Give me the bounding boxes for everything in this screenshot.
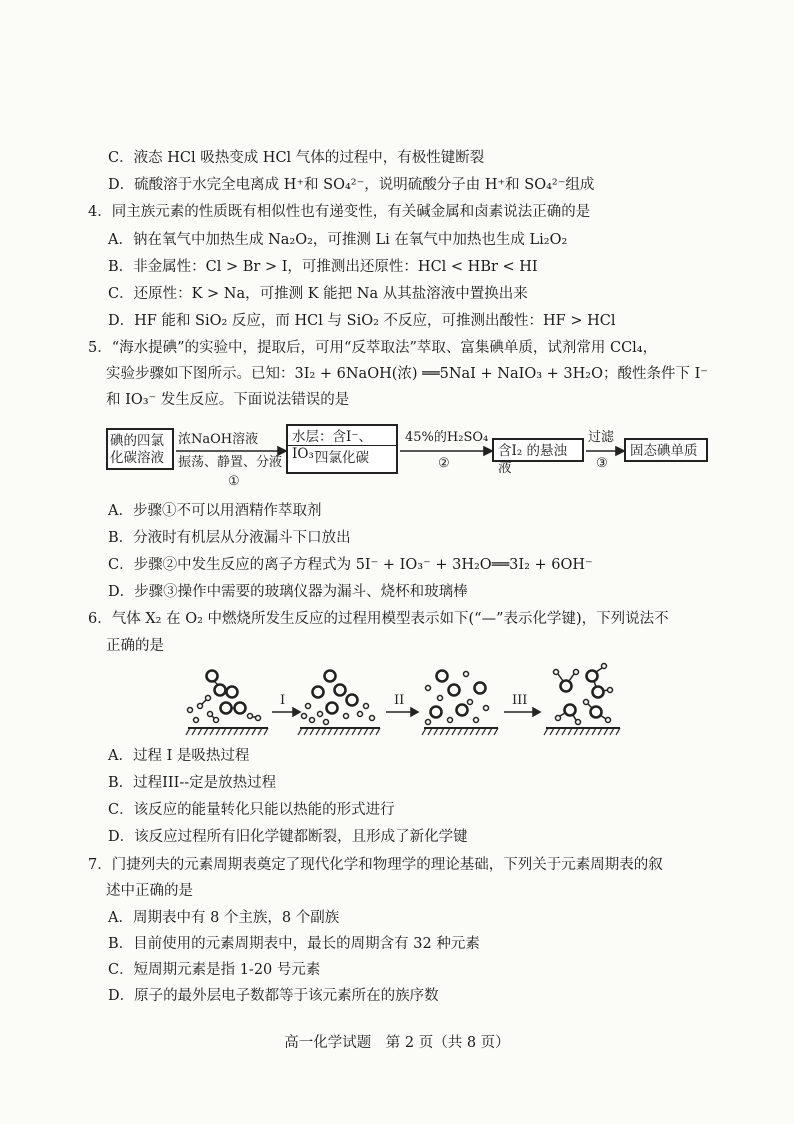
- flow-arrows: [0, 0, 794, 500]
- q7-option-c: C．短周期元素是指 1-20 号元素: [108, 962, 321, 978]
- q4-option-c: C．还原性：K > Na，可推测 K 能把 Na 从其盐溶液中置换出来: [108, 286, 528, 302]
- q6-option-d: D．该反应过程所有旧化学键都断裂，且形成了新化学键: [108, 829, 468, 845]
- q5-option-b: B．分液时有机层从分液漏斗下口放出: [108, 530, 351, 546]
- flow-box1-line1: 碘的四氯: [110, 433, 164, 449]
- q6-process-diagram: [180, 662, 720, 744]
- q4-option-d: D．HF 能和 SiO₂ 反应，而 HCl 与 SiO₂ 不反应，可推测出酸性：HF > HCl: [108, 313, 616, 329]
- q5-option-c: C．步骤②中发生反应的离子方程式为 5I⁻ + IO₃⁻ + 3H₂O══3I₂ + 6OH⁻: [108, 557, 593, 573]
- flow-box1-line2: 化碳溶液: [110, 450, 164, 466]
- q5-stem-line3: 和 IO₃⁻ 发生反应。下面说法错误的是: [106, 392, 350, 408]
- stage2-molecules: [302, 671, 375, 725]
- stage4-molecules: [554, 664, 613, 725]
- flow-arrow3-head: [616, 447, 624, 455]
- flow-arrow1-label-top: 浓NaOH溶液: [178, 432, 259, 447]
- flow-box-suspension: 含I₂ 的悬浊液: [492, 438, 584, 462]
- q4-stem: 4．同主族元素的性质既有相似性也有递变性，有关碱金属和卤素说法正确的是: [88, 204, 591, 220]
- stage1-molecules: [188, 671, 261, 723]
- q7-stem-line1: 7．门捷列夫的元素周期表奠定了现代化学和物理学的理论基础，下列关于元素周期表的叙: [88, 857, 663, 873]
- q4-option-b: B．非金属性：Cl > Br > I，可推测出还原性：HCl < HBr < HI: [108, 259, 538, 275]
- q3-option-c: C．液态 HCl 吸热变成 HCl 气体的过程中，有极性键断裂: [108, 150, 485, 166]
- flow-box-solid-iodine: 固态碘单质: [624, 438, 708, 462]
- q6-stem-line2: 正确的是: [106, 638, 164, 654]
- flow-box2-aqueous-layer: 水层：含I⁻、IO₃⁻: [288, 426, 396, 446]
- page-footer: 高一化学试题 第 2 页（共 8 页）: [284, 1035, 510, 1051]
- flow-arrow2-label: 45%的H₂SO₄: [405, 430, 489, 445]
- flow-step1-marker: ①: [228, 474, 240, 489]
- process-label-1: I: [280, 693, 286, 708]
- flow-arrow2-head: [484, 447, 492, 455]
- flow-arrow1-label-bottom: 振荡、静置、分液: [178, 455, 283, 470]
- flow-step3-marker: ③: [596, 456, 608, 471]
- process-label-2: II: [394, 693, 405, 708]
- q5-option-d: D．步骤③操作中需要的玻璃仪器为漏斗、烧杯和玻璃棒: [108, 584, 468, 600]
- q7-option-b: B．目前使用的元素周期表中，最长的周期含有 32 种元素: [108, 936, 480, 952]
- q6-option-b: B．过程III--定是放热过程: [108, 775, 277, 791]
- process-label-3: III: [512, 693, 528, 708]
- q5-option-a: A．步骤①不可以用酒精作萃取剂: [108, 503, 322, 519]
- q3-option-d: D．硫酸溶于水完全电离成 H⁺和 SO₄²⁻，说明硫酸分子由 H⁺和 SO₄²⁻组成: [108, 177, 595, 193]
- q7-option-a: A．周期表中有 8 个主族，8 个副族: [108, 910, 340, 926]
- q6-stem-line1: 6．气体 X₂ 在 O₂ 中燃烧所发生反应的过程用模型表示如下(“—”表示化学键)，下列说法不: [88, 611, 669, 627]
- flow-arrow1-head: [278, 447, 286, 455]
- q5-stem-line2: 实验步骤如下图所示。已知：3I₂ + 6NaOH(浓) ══5NaI + NaIO₃ + 3H₂O；酸性条件下 I⁻: [106, 366, 708, 382]
- flow-arrow3-label: 过滤: [588, 430, 615, 445]
- q4-option-a: A．钠在氧气中加热生成 Na₂O₂，可推测 Li 在氧气中加热也生成 Li₂O₂: [108, 232, 568, 248]
- stage3-molecules: [426, 671, 489, 725]
- q5-stem-line1: 5．“海水提碘”的实验中，提取后，可用“反萃取法”萃取、富集碘单质，试剂常用 CCl₄，: [88, 340, 658, 356]
- q7-stem-line2: 述中正确的是: [106, 883, 193, 899]
- q6-option-c: C．该反应的能量转化只能以热能的形式进行: [108, 802, 395, 818]
- q6-option-a: A．过程 I 是吸热过程: [108, 748, 250, 764]
- flow-box2-organic-layer: 四氯化碳: [315, 450, 369, 466]
- flow-step2-marker: ②: [438, 456, 450, 471]
- q7-option-d: D．原子的最外层电子数都等于该元素所在的族序数: [108, 988, 439, 1004]
